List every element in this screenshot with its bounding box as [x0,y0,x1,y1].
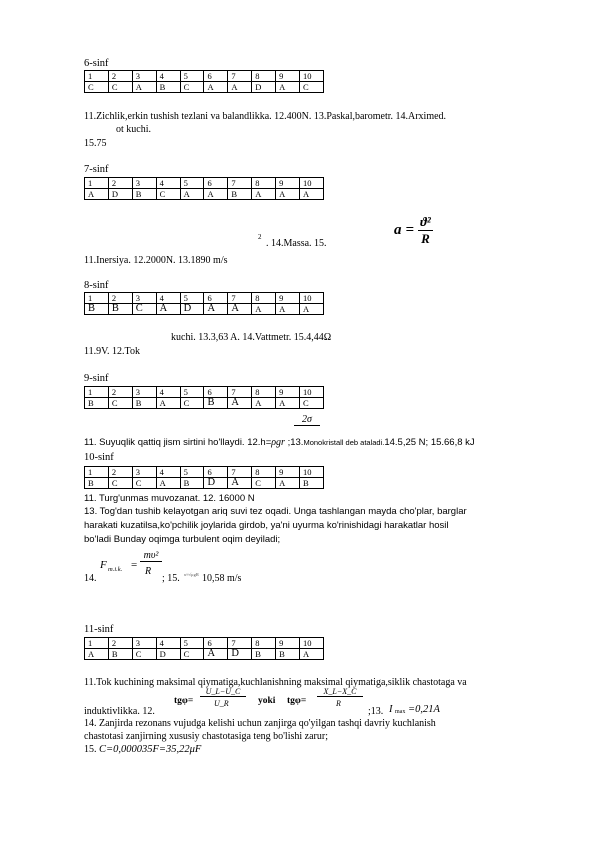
answer-cell: B [156,82,180,93]
formula-fraction [418,214,433,247]
header-cell: 4 [156,467,180,478]
header-cell: 2 [108,178,132,189]
grade10-line4: bo'ladi Bunday oqimga turbulent oqim deyiladi; [84,534,281,545]
tg-denominator: R [336,699,341,708]
answer-cell: B [204,398,228,409]
grade10-answer-table [84,466,324,489]
header-cell: 2 [108,71,132,82]
answer-row [85,189,324,200]
answer-cell: A [204,189,228,200]
answer-cell: A [228,398,252,409]
header-cell: 9 [276,71,300,82]
answer-cell: C [85,82,109,93]
grade10-line2: 13. Tog'dan tushib kelayotgan ariq suvi tez oqadi. Unga tashlangan mayda cho'plar, barglar [84,506,467,517]
answer-cell: A [204,82,228,93]
grade11-line4: chastotasi zanjirning xususiy chastotasiga teng bo'lishi zarur; [84,731,328,742]
answer-cell: C [108,478,132,489]
grade7-title: 7-sinf [84,164,109,175]
header-row [85,293,324,304]
formula-eq: = [131,559,138,571]
answer-cell: A [300,649,324,660]
grade10-title: 10-sinf [84,452,114,463]
yoki-text: yoki [258,696,276,706]
header-cell: 10 [300,467,324,478]
header-row [85,71,324,82]
answer-cell: C [132,478,156,489]
header-row [85,638,324,649]
fraction-numerator: 2σ [294,414,320,426]
answer-cell: B [108,304,132,315]
header-cell: 4 [156,178,180,189]
answer-cell: D [156,649,180,660]
grade6-answer-table [84,70,324,93]
answer-cell: B [85,398,109,409]
header-cell: 9 [276,467,300,478]
header-cell: 6 [204,293,228,304]
header-cell: 6 [204,638,228,649]
grade7-mid-text: . 14.Massa. 15. [266,238,327,249]
formula-tiny: υ≈√μgR [184,572,199,577]
capacitance-value: C=0,000035F=35,22μF [99,744,202,755]
grade10-line1: 11. Turg'unmas muvozanat. 12. 16000 N [84,493,255,504]
header-cell: 1 [85,71,109,82]
tg-label: tgφ= [287,696,307,706]
answer-cell: A [300,304,324,315]
line-text: 15. [84,744,97,755]
header-cell: 9 [276,638,300,649]
answer-cell: A [228,304,252,315]
header-cell: 7 [228,71,252,82]
answer-cell: A [252,304,276,315]
grade8-line1: kuchi. 13.3,63 A. 14.Vattmetr. 15.4,44Ω [171,332,332,343]
grade8-answer-table [84,292,324,315]
header-cell: 9 [276,293,300,304]
formula-lhs: F [100,559,107,571]
grade6-line3: 15.75 [84,138,107,149]
grade6-line2: ot kuchi. [116,124,151,135]
header-cell: 1 [85,178,109,189]
grade6-title: 6-sinf [84,58,109,69]
header-cell: 10 [300,638,324,649]
answer-cell: C [108,398,132,409]
grade6-line1: 11.Zichlik,erkin tushish tezlani va balandlikka. 12.400N. 13.Paskal,barometr. 14.Arximed. [84,111,447,122]
answer-cell: B [228,189,252,200]
header-cell: 6 [204,387,228,398]
grade7-formula [394,214,433,247]
answer-cell: A [204,304,228,315]
header-cell: 3 [132,178,156,189]
header-cell: 5 [180,638,204,649]
answer-cell: A [300,189,324,200]
answer-cell: C [300,82,324,93]
grade11-formula-line [84,686,554,720]
header-cell: 3 [132,71,156,82]
answer-cell: A [276,478,300,489]
formula-eq: = [405,222,415,238]
header-cell: 2 [108,638,132,649]
formula-lhs: a [394,222,402,238]
grade9-title: 9-sinf [84,373,109,384]
header-cell: 1 [85,293,109,304]
answer-cell: B [300,478,324,489]
header-cell: 7 [228,638,252,649]
answer-cell: D [108,189,132,200]
header-cell: 4 [156,638,180,649]
answer-cell: B [85,304,109,315]
answer-row [85,304,324,315]
answer-cell: A [252,189,276,200]
answer-cell: C [180,649,204,660]
header-cell: 10 [300,387,324,398]
header-cell: 3 [132,467,156,478]
header-cell: 6 [204,71,228,82]
answer-cell: B [252,649,276,660]
answer-cell: A [85,189,109,200]
header-cell: 3 [132,638,156,649]
header-cell: 4 [156,71,180,82]
grade11-title: 11-sinf [84,624,114,635]
grade9-answer-table [84,386,324,409]
answer-cell: A [276,189,300,200]
tg-label: tgφ= [174,696,194,706]
header-cell: 6 [204,467,228,478]
header-cell: 1 [85,638,109,649]
answer-cell: D [228,649,252,660]
grade8-line2: 11.9V. 12.Tok [84,346,140,357]
answer-cell: A [228,82,252,93]
grade11-line5 [84,744,201,755]
answer-cell: A [85,649,109,660]
imax-value: =0,21A [408,704,440,715]
header-cell: 9 [276,178,300,189]
answer-cell: A [276,82,300,93]
answer-cell: C [180,398,204,409]
formula-label: 14. [84,573,97,584]
answer-cell: C [108,82,132,93]
answer-cell: A [132,82,156,93]
answer-row [85,478,324,489]
header-cell: 2 [108,293,132,304]
header-cell: 9 [276,387,300,398]
grade10-formula-line [84,548,384,588]
header-cell: 10 [300,71,324,82]
answer-cell: A [180,189,204,200]
header-cell: 2 [108,387,132,398]
answer-row [85,82,324,93]
header-cell: 8 [252,293,276,304]
header-cell: 8 [252,71,276,82]
grade11-line3: 14. Zanjirda rezonans vujudga kelishi uchun zanjirga qo'yilgan tashqi davriy kuchlanish [84,718,436,729]
answer-cell: C [300,398,324,409]
grade7-answer-table [84,177,324,200]
line-text: induktivlikka. 12. [84,706,155,717]
header-cell: 8 [252,467,276,478]
formula-numerator: ϑ² [420,214,431,229]
answer-cell: B [180,478,204,489]
grade7-superscript: 2 [258,233,262,241]
answer-cell: D [252,82,276,93]
line-text: Monokristall deb ataladi. [303,438,385,447]
answer-cell: A [252,398,276,409]
formula-numerator: mυ² [140,550,162,562]
header-cell: 5 [180,387,204,398]
formula-subscript: m.i.k. [108,566,123,573]
header-cell: 2 [108,467,132,478]
header-cell: 8 [252,178,276,189]
answer-row [85,398,324,409]
answer-cell: C [132,304,156,315]
answer-row [85,649,324,660]
grade9-line1 [84,436,554,450]
answer-cell: A [156,398,180,409]
answer-cell: A [204,649,228,660]
tg-numerator: X_L−X_C [317,687,363,697]
tg-denominator: U_R [214,699,229,708]
answer-cell: C [180,82,204,93]
line-text: ;13. [368,706,384,717]
formula-tail: ; 15. [162,573,180,584]
header-cell: 7 [228,387,252,398]
formula-end: 10,58 m/s [202,573,242,584]
header-row [85,467,324,478]
header-cell: 1 [85,387,109,398]
answer-cell: C [132,649,156,660]
formula-denominator: R [145,566,152,577]
fraction-denominator: ρgr [271,437,285,448]
header-row [85,387,324,398]
header-cell: 10 [300,178,324,189]
answer-cell: B [132,398,156,409]
grade10-line3: harakati kuzatilsa,ko'pchilik joylarida girdob, ya'ni uyurma ko'rinishidagi harakatlar hosil [84,520,449,531]
answer-cell: C [156,189,180,200]
answer-cell: D [204,478,228,489]
line-text: 14.5,25 N; 15.66,8 kJ [384,437,475,448]
header-cell: 4 [156,387,180,398]
header-cell: 6 [204,178,228,189]
answer-cell: D [180,304,204,315]
grade7-line1: 11.Inersiya. 12.2000N. 13.1890 m/s [84,255,228,266]
grade8-title: 8-sinf [84,280,109,291]
header-cell: 8 [252,387,276,398]
answer-cell: A [156,304,180,315]
grade11-line1: 11.Tok kuchining maksimal qiymatiga,kuchlanishning maksimal qiymatiga,siklik chastotaga va [84,677,467,688]
header-cell: 5 [180,467,204,478]
header-cell: 8 [252,638,276,649]
header-row [85,178,324,189]
header-cell: 7 [228,178,252,189]
answer-cell: C [252,478,276,489]
formula-denominator: R [421,231,430,246]
answer-cell: B [85,478,109,489]
header-cell: 5 [180,293,204,304]
tg-numerator: U_L−U_C [200,687,246,697]
line-text: 11. Suyuqlik qattiq jism sirtini ho'llaydi. 12.h= [84,437,272,448]
grade11-answer-table [84,637,324,660]
answer-cell: B [276,649,300,660]
header-cell: 3 [132,387,156,398]
answer-cell: A [228,478,252,489]
header-cell: 7 [228,293,252,304]
imax-symbol: I [389,704,393,715]
answer-cell: A [156,478,180,489]
answer-cell: A [276,398,300,409]
header-cell: 1 [85,467,109,478]
answer-cell: B [132,189,156,200]
grade9-fraction [294,414,320,426]
answer-cell: B [108,649,132,660]
line-text: ;13. [284,437,304,448]
header-cell: 7 [228,467,252,478]
header-cell: 3 [132,293,156,304]
header-cell: 5 [180,71,204,82]
header-cell: 4 [156,293,180,304]
header-cell: 10 [300,293,324,304]
answer-cell: A [276,304,300,315]
header-cell: 5 [180,178,204,189]
imax-subscript: max [395,709,406,715]
